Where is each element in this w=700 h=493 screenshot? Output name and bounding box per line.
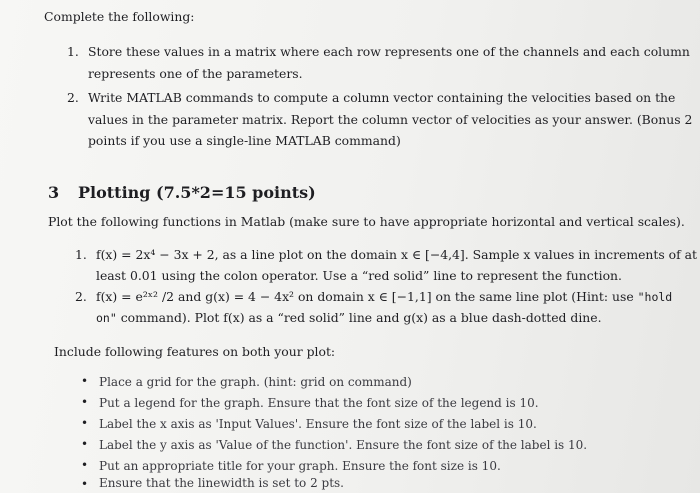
plot-item-text xyxy=(96,310,602,326)
plot-item-number: 2. xyxy=(75,289,87,304)
bullet-icon: • xyxy=(81,416,89,430)
code-hold: "hold xyxy=(637,290,673,304)
task-text: represents one of the parameters. xyxy=(88,66,303,81)
bullet-icon: • xyxy=(81,395,89,409)
feature-item: Ensure that the linewidth is set to 2 pts. xyxy=(99,476,344,490)
task-text: points if you use a single-line MATLAB command) xyxy=(88,133,401,148)
task-text: Write MATLAB commands to compute a column vector containing the velocities based on the xyxy=(88,90,676,105)
section-title: Plotting (7.5*2=15 points) xyxy=(78,183,316,202)
feature-item: Place a grid for the graph. (hint: grid on command) xyxy=(99,375,412,389)
bullet-icon: • xyxy=(81,374,89,388)
bullet-icon: • xyxy=(81,458,89,472)
plot-item-text: least 0.01 using the colon operator. Use a “red solid” line to represent the function. xyxy=(96,268,622,283)
plot-item-text-part: command). Plot f(x) as a “red solid” line and g(x) as a blue dash-dotted dine. xyxy=(116,310,602,325)
feature-item: Label the y axis as 'Value of the function'. Ensure the font size of the label is 10. xyxy=(99,438,588,452)
intro-text: Complete the following: xyxy=(44,9,195,24)
feature-item: Put a legend for the graph. Ensure that the font size of the legend is 10. xyxy=(99,396,539,410)
plot-item-text-part: f(x) = e²ˣ² /2 and g(x) = 4 − 4x² on domain x ∈ [−1,1] on the same line plot (Hint: use xyxy=(96,289,638,304)
feature-item: Put an appropriate title for your graph. Ensure the font size is 10. xyxy=(99,459,501,473)
section-number: 3 xyxy=(48,183,60,202)
plot-item-text: f(x) = 2x⁴ − 3x + 2, as a line plot on the domain x ∈ [−4,4]. Sample x values in increments of at xyxy=(96,247,698,262)
task-text: Store these values in a matrix where each row represents one of the channels and each column xyxy=(88,44,690,59)
bullet-icon: • xyxy=(81,437,89,451)
plot-intro: Plot the following functions in Matlab (make sure to have appropriate horizontal and vertical scales). xyxy=(48,214,685,229)
feature-item: Label the x axis as 'Input Values'. Ensure the font size of the label is 10. xyxy=(99,417,537,431)
bullet-icon: • xyxy=(81,477,89,491)
plot-item-text xyxy=(96,289,672,305)
task-number: 1. xyxy=(67,44,79,59)
task-text: values in the parameter matrix. Report the column vector of velocities as your answer. (Bonus 2 xyxy=(88,112,693,127)
features-intro: Include following features on both your plot: xyxy=(54,344,336,359)
task-number: 2. xyxy=(67,90,79,105)
code-on: on" xyxy=(96,311,117,325)
plot-item-number: 1. xyxy=(75,247,87,262)
